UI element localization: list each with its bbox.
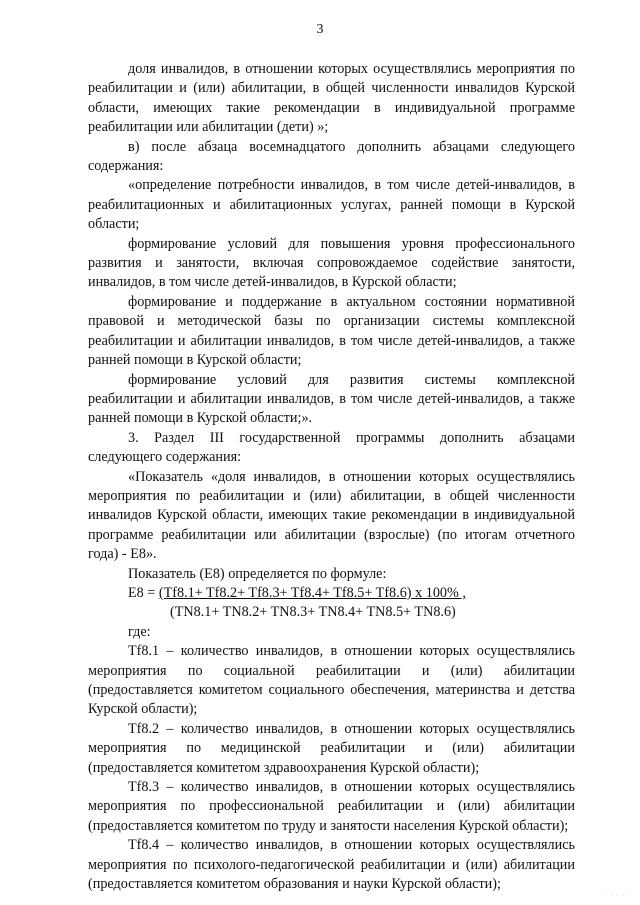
formula-numerator-line <box>88 584 575 603</box>
scan-artifact: · · · · · <box>605 893 630 899</box>
page-number: 3 <box>316 22 324 37</box>
paragraph: где: <box>128 623 151 640</box>
paragraph: «Показатель «доля инвалидов, в отношении которых осуществлялись мероприятия по реабилитации и (или) абилитации, в общей численности инвалидов Курской области, имеющих такие рекомендации в индивидуальной программе реабилитации или абилитации (взрослые) (по итогам отчетного года) - Е8». <box>88 468 575 563</box>
paragraph: доля инвалидов, в отношении которых осуществлялись мероприятия по реабилитации и (или) абилитации, в общей численности инвалидов Курской области, имеющих такие рекомендации в индивидуальной программе реабилитации или абилитации (дети) »; <box>88 61 575 136</box>
paragraph: Показатель (Е8) определяется по формуле: <box>128 565 387 582</box>
paragraph: Tf8.3 – количество инвалидов, в отношении которых осуществлялись мероприятия по профессиональной реабилитации и (или) абилитации (предоставляется комитетом по труду и занятости населения Курской области); <box>88 779 575 834</box>
paragraph: формирование условий для развития системы комплексной реабилитации и абилитации инвалидов, в том числе детей-инвалидов, а также ранней помощи в Курской области;». <box>88 371 575 427</box>
formula-numerator: (Tf8.1+ Tf8.2+ Tf8.3+ Tf8.4+ Tf8.5+ Tf8.6) x 100% , <box>158 584 466 601</box>
formula-denominator: (TN8.1+ TN8.2+ TN8.3+ TN8.4+ TN8.5+ TN8.6) <box>170 604 456 621</box>
paragraph: «определение потребности инвалидов, в том числе детей-инвалидов, в реабилитационных и абилитационных услугах, ранней помощи в Курской области; <box>88 177 575 233</box>
paragraph: Tf8.1 – количество инвалидов, в отношении которых осуществлялись мероприятия по социальной реабилитации и (или) абилитации (предоставляется комитетом социального обеспечения, материнства и детства Курской области); <box>88 643 575 718</box>
paragraph: формирование условий для повышения уровня профессионального развития и занятости, включая сопровождаемое содействие занятости, инвалидов, в том числе детей-инвалидов, в Курской области; <box>88 235 575 291</box>
paragraph: формирование и поддержание в актуальном состоянии нормативной правовой и методической базы по организации системы комплексной реабилитации и абилитации инвалидов, в том числе детей-инвалидов, а также ранней помощи в Курской области; <box>88 293 575 369</box>
paragraph: Tf8.2 – количество инвалидов, в отношении которых осуществлялись мероприятия по медицинской реабилитации и (или) абилитации (предоставляется комитетом здравоохранения Курской области); <box>88 720 575 776</box>
paragraph: 3. Раздел III государственной программы дополнить абзацами следующего содержания: <box>88 429 575 466</box>
formula-lhs: Е8 = <box>128 584 159 601</box>
document-body <box>88 60 575 894</box>
paragraph: в) после абзаца восемнадцатого дополнить абзацами следующего содержания: <box>88 138 575 175</box>
paragraph: Tf8.4 – количество инвалидов, в отношении которых осуществлялись мероприятия по психолого-педагогической реабилитации и (или) абилитации (предоставляется комитетом образования и науки Курской области); <box>88 837 575 893</box>
